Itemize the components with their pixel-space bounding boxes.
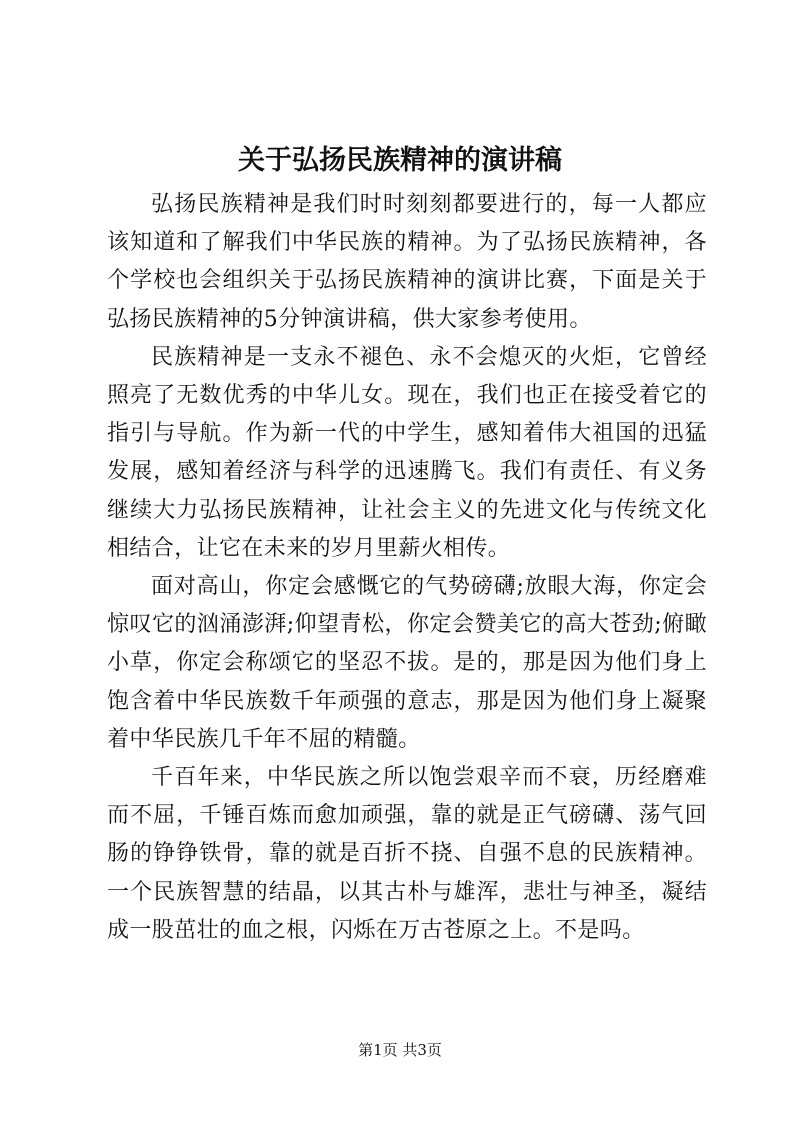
- page-number-footer: 第1页 共3页: [358, 1041, 442, 1059]
- paragraph-2: 民族精神是一支永不褪色、永不会熄灭的火炬，它曾经照亮了无数优秀的中华儿女。现在，我们也正在接受着它的指引与导航。作为新一代的中学生，感知着伟大祖国的迅猛发展，感知着经济与科学的迅速腾飞。我们有责任、有义务继续大力弘扬民族精神，让社会主义的先进文化与传统文化相结合，让它在未来的岁月里薪火相传。: [107, 344, 707, 561]
- paragraph-4: 千百年来，中华民族之所以饱尝艰辛而不衰，历经磨难而不屈，千锤百炼而愈加顽强，靠的就是正气磅礴、荡气回肠的铮铮铁骨，靠的就是百折不挠、自强不息的民族精神。一个民族智慧的结晶，以其古朴与雄浑，悲壮与神圣，凝结成一股茁壮的血之根，闪烁在万古苍原之上。不是吗。: [107, 765, 707, 943]
- document-body: [107, 186, 707, 950]
- paragraph-3: 面对高山，你定会感慨它的气势磅礴;放眼大海，你定会惊叹它的汹涌澎湃;仰望青松，你定会赞美它的高大苍劲;俯瞰小草，你定会称颂它的坚忍不拔。是的，那是因为他们身上饱含着中华民族数千年顽强的意志，那是因为他们身上凝聚着中华民族几千年不屈的精髓。: [107, 574, 707, 752]
- document-title: 关于弘扬民族精神的演讲稿: [238, 145, 562, 176]
- paragraph-1: 弘扬民族精神是我们时时刻刻都要进行的，每一人都应该知道和了解我们中华民族的精神。为了弘扬民族精神，各个学校也会组织关于弘扬民族精神的演讲比赛，下面是关于弘扬民族精神的5分钟演讲稿，供大家参考使用。: [107, 192, 707, 332]
